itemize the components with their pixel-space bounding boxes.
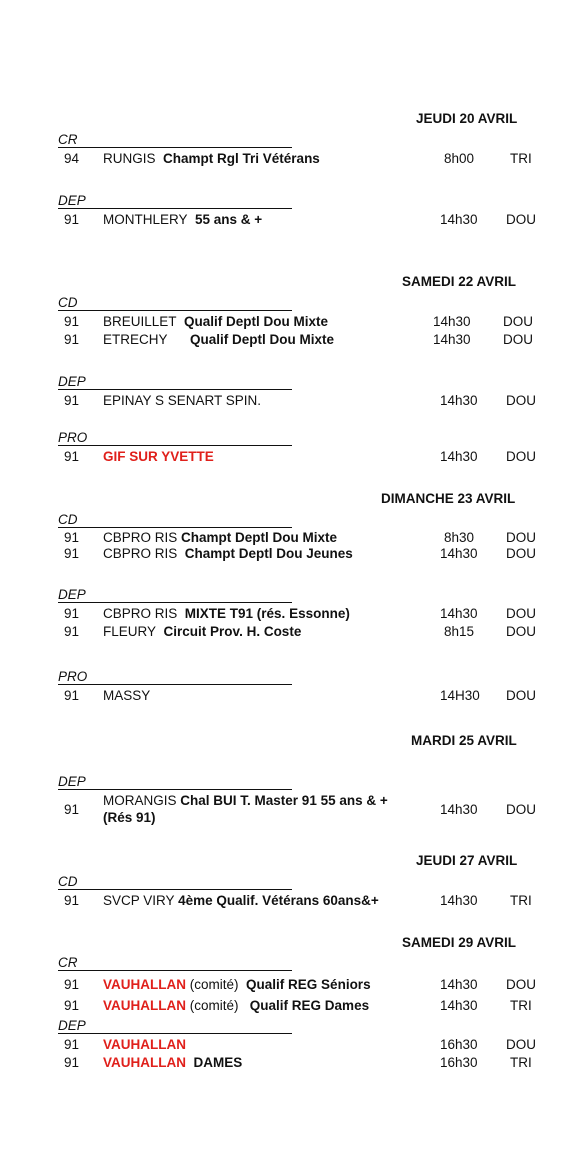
event-time: 8h15 (444, 624, 475, 639)
dept-number: 91 (64, 314, 80, 329)
dept-number: 91 (64, 393, 80, 408)
event-entry: MONTHLERY 55 ans & + (103, 212, 263, 227)
dept-number: 91 (64, 1037, 80, 1052)
event-time: 8h30 (444, 530, 475, 545)
dept-number: 91 (64, 546, 80, 561)
club-highlight: VAUHALLAN (103, 998, 186, 1013)
event-entry: MASSY (103, 688, 151, 703)
event-type: DOU (506, 212, 536, 227)
event-type: TRI (510, 893, 532, 908)
category-label: CD (58, 874, 78, 889)
event-time: 14h30 (440, 393, 478, 408)
event-entry: SVCP VIRY 4ème Qualif. Vétérans 60ans&+ (103, 893, 379, 908)
event-entry: CBPRO RIS Champt Deptl Dou Mixte (103, 530, 338, 545)
event-time: 14h30 (440, 802, 478, 817)
category-label: CR (58, 955, 78, 970)
event-entry-continued: (Rés 91) (103, 810, 156, 825)
event-type: DOU (506, 688, 536, 703)
divider (58, 208, 292, 209)
event-entry: ETRECHY Qualif Deptl Dou Mixte (103, 332, 335, 347)
dept-number: 91 (64, 530, 80, 545)
dept-number: 91 (64, 688, 80, 703)
event-time: 16h30 (440, 1037, 478, 1052)
event-type: TRI (510, 151, 532, 166)
day-heading: JEUDI 20 AVRIL (416, 111, 518, 126)
event-time: 8h00 (444, 151, 475, 166)
category-label: DEP (58, 1018, 86, 1033)
event-entry: RUNGIS Champt Rgl Tri Vétérans (103, 151, 320, 166)
divider (58, 889, 292, 890)
divider (58, 527, 292, 528)
event-time: 14h30 (433, 332, 471, 347)
event-time: 14h30 (440, 606, 478, 621)
category-label: DEP (58, 774, 86, 789)
event-entry: EPINAY S SENART SPIN. (103, 393, 262, 408)
event-type: DOU (503, 332, 533, 347)
day-heading: JEUDI 27 AVRIL (416, 853, 518, 868)
divider (58, 310, 292, 311)
event-entry: VAUHALLAN DAMES (103, 1055, 243, 1070)
event-entry: BREUILLET Qualif Deptl Dou Mixte (103, 314, 329, 329)
day-heading: DIMANCHE 23 AVRIL (381, 491, 516, 506)
divider (58, 970, 292, 971)
event-time: 14h30 (440, 893, 478, 908)
divider (58, 789, 292, 790)
event-time: 14h30 (440, 977, 478, 992)
event-time: 14h30 (440, 449, 478, 464)
category-label: DEP (58, 374, 86, 389)
category-label: PRO (58, 669, 88, 684)
event-entry: VAUHALLAN (comité) Qualif REG Séniors (103, 977, 371, 992)
event-type: DOU (506, 530, 536, 545)
club-highlight: GIF SUR YVETTE (103, 449, 214, 464)
event-entry: CBPRO RIS MIXTE T91 (rés. Essonne) (103, 606, 350, 621)
category-label: CR (58, 132, 78, 147)
dept-number: 94 (64, 151, 80, 166)
event-time: 16h30 (440, 1055, 478, 1070)
divider (58, 602, 292, 603)
event-entry: CBPRO RIS Champt Deptl Dou Jeunes (103, 546, 353, 561)
event-type: DOU (506, 1037, 536, 1052)
event-type: DOU (506, 977, 536, 992)
event-entry: MORANGIS Chal BUI T. Master 91 55 ans & + (103, 793, 388, 808)
event-type: DOU (506, 624, 536, 639)
dept-number: 91 (64, 212, 80, 227)
day-heading: SAMEDI 29 AVRIL (402, 935, 517, 950)
event-time: 14h30 (440, 546, 478, 561)
event-time: 14H30 (440, 688, 480, 703)
event-time: 14h30 (433, 314, 471, 329)
dept-number: 91 (64, 624, 80, 639)
club-highlight: VAUHALLAN (103, 1055, 186, 1070)
club-highlight: VAUHALLAN (103, 977, 186, 992)
dept-number: 91 (64, 893, 80, 908)
divider (58, 389, 292, 390)
event-time: 14h30 (440, 998, 478, 1013)
event-type: DOU (506, 802, 536, 817)
event-entry: VAUHALLAN (comité) Qualif REG Dames (103, 998, 370, 1013)
event-type: DOU (506, 606, 536, 621)
event-type: TRI (510, 1055, 532, 1070)
day-heading: MARDI 25 AVRIL (411, 733, 517, 748)
dept-number: 91 (64, 1055, 80, 1070)
category-label: DEP (58, 587, 86, 602)
dept-number: 91 (64, 332, 80, 347)
event-type: TRI (510, 998, 532, 1013)
divider (58, 1033, 292, 1034)
club-highlight: VAUHALLAN (103, 1037, 186, 1052)
dept-number: 91 (64, 977, 80, 992)
category-label: CD (58, 295, 78, 310)
event-type: DOU (503, 314, 533, 329)
event-entry: FLEURY Circuit Prov. H. Coste (103, 624, 302, 639)
event-type: DOU (506, 393, 536, 408)
dept-number: 91 (64, 449, 80, 464)
event-type: DOU (506, 449, 536, 464)
divider (58, 147, 292, 148)
day-heading: SAMEDI 22 AVRIL (402, 274, 517, 289)
dept-number: 91 (64, 606, 80, 621)
divider (58, 684, 292, 685)
category-label: CD (58, 512, 78, 527)
event-time: 14h30 (440, 212, 478, 227)
category-label: DEP (58, 193, 86, 208)
event-type: DOU (506, 546, 536, 561)
divider (58, 445, 292, 446)
dept-number: 91 (64, 802, 80, 817)
dept-number: 91 (64, 998, 80, 1013)
category-label: PRO (58, 430, 88, 445)
